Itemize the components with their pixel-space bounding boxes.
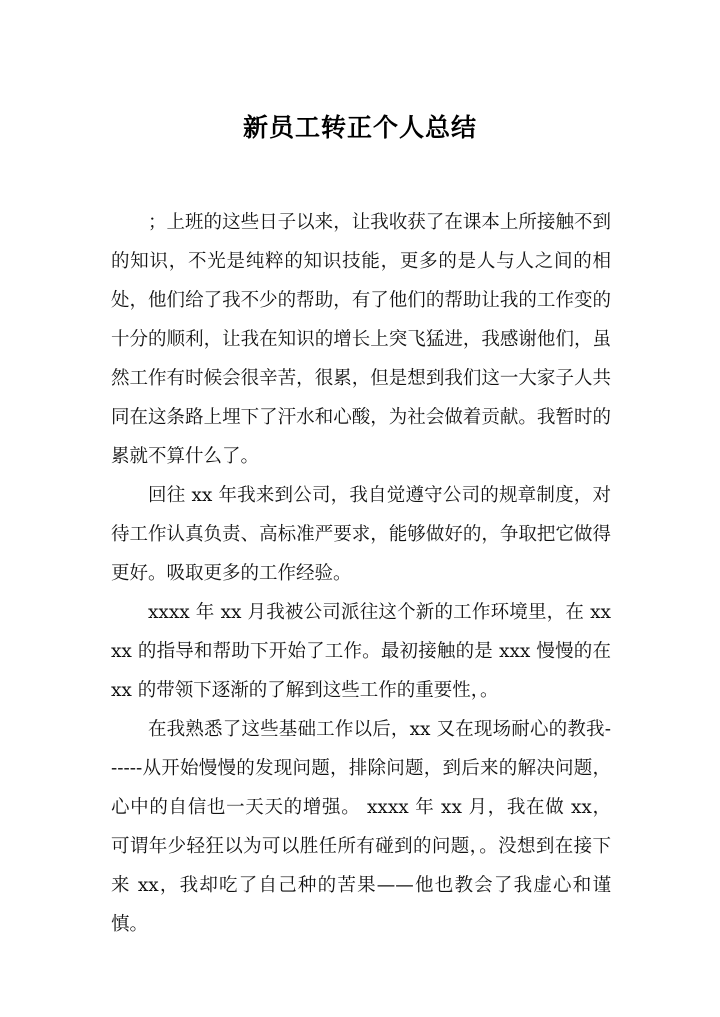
document-body <box>111 203 611 944</box>
paragraph: 回往 xx 年我来到公司，我自觉遵守公司的规章制度，对待工作认真负责、高标准严要求，能够做好的，争取把它做得更好。吸取更多的工作经验。 <box>111 485 611 584</box>
document-title: 新员工转正个人总结 <box>242 113 477 142</box>
paragraph: ；上班的这些日子以来，让我收获了在课本上所接触不到的知识，不光是纯粹的知识技能，更多的是人与人之间的相处，他们给了我不少的帮助，有了他们的帮助让我的工作变的十分的顺利，让我在知识的增长上突飞猛进，我感谢他们，虽然工作有时候会很辛苦，很累，但是想到我们这一大家子人共同在这条路上埋下了汗水和心酸，为社会做着贡献。我暂时的累就不算什么了。 <box>111 212 611 467</box>
paragraph: xxxx 年 xx 月我被公司派往这个新的工作环境里，在 xxxx 的指导和帮助下开始了工作。最初接触的是 xxx 慢慢的在 xx 的带领下逐渐的了解到这些工作的重要性，。 <box>111 602 611 701</box>
paragraph: 在我熟悉了这些基础工作以后，xx 又在现场耐心的教我------从开始慢慢的发现问题，排除问题，到后来的解决问题，心中的自信也一天天的增强。 xxxx 年 xx 月，我在做 xx，可谓年少轻狂以为可以胜任所有碰到的问题，。没想到在接下来 xx，我却吃了自己种的苦果——他也教会了我虚心和谨慎。 <box>111 719 611 935</box>
